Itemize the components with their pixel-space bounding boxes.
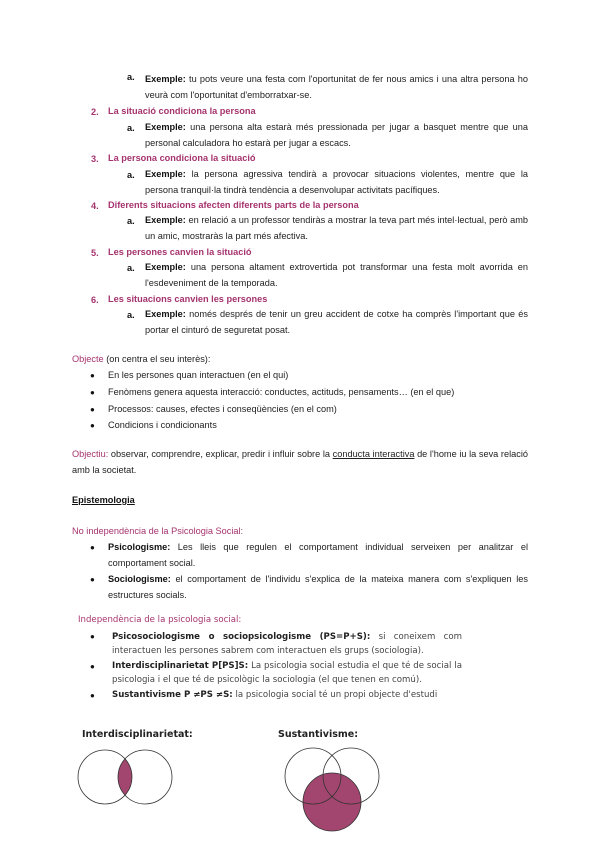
example-paragraph: Exemple: en relació a un professor tendiràs a mostrar la teva part més intel·lectual, però amb un amic, mostraràs la part més afectiva. xyxy=(145,215,528,241)
list-item: Sustantivisme P ≠PS ≠S: la psicologia social té un propi objecte d'estudi xyxy=(112,690,438,700)
list-item: Condicions i condicionants xyxy=(108,420,217,430)
list-item: Psicosociologisme o sociopsicologisme (PS=P+S): si coneixem com interactuen les persones sabrem com interactuen els grups (sociologia). xyxy=(112,632,462,656)
bullet-dot: ● xyxy=(90,543,95,552)
list-number: 5. xyxy=(91,248,99,258)
list-number: 4. xyxy=(91,201,99,211)
example-paragraph: Exemple: una persona alta estarà més pressionada per jugar a basquet mentre que una personal calculadora ho estarà per jugar a escacs. xyxy=(145,122,529,148)
figure-title-sustantivisme: Sustantivisme: xyxy=(278,729,359,740)
example-paragraph: Exemple: la persona agressiva tendirà a provocar situacions violentes, mentre que la persona tranquil·la tindrà tendència a desenvolupar activitats pacífiques. xyxy=(145,169,528,195)
list-heading: Les situacions canvien les persones xyxy=(108,294,268,304)
list-item: Processos: causes, efectes i conseqüències (en el com) xyxy=(108,404,337,414)
bullet-dot: ● xyxy=(90,632,95,641)
subsection-heading: Independència de la psicologia social: xyxy=(78,615,242,625)
bullet-dot: ● xyxy=(90,405,95,414)
bullet-dot: ● xyxy=(90,421,95,430)
section-heading: Epistemologia xyxy=(72,495,135,505)
bullet-dot: ● xyxy=(90,371,95,380)
list-number: 2. xyxy=(91,107,99,117)
list-number: 6. xyxy=(91,295,99,305)
list-heading: La persona condiciona la situació xyxy=(108,153,256,163)
list-item: Psicologisme: Les lleis que regulen el comportament individual serveixen per analitzar el comportament social. xyxy=(108,542,528,568)
example-paragraph: Exemple: tu pots veure una festa com l'oportunitat de fer nous amics i una altra persona ho veurà com l'oportunitat d'emborratxar-se. xyxy=(145,74,528,100)
bullet-dot: ● xyxy=(90,691,95,700)
sub-item-label: a. xyxy=(127,310,135,320)
venn-interdisciplinarietat xyxy=(78,750,172,804)
subsection-heading: No independència de la Psicologia Social: xyxy=(72,526,244,536)
bullet-dot: ● xyxy=(90,575,95,584)
sub-item-label: a. xyxy=(127,170,135,180)
list-item: En les persones quan interactuen (en el qui) xyxy=(108,370,289,380)
sub-item-label: a. xyxy=(127,72,135,82)
figure-title-interdisciplinarietat: Interdisciplinarietat: xyxy=(82,729,193,740)
list-heading: Diferents situacions afecten diferents parts de la persona xyxy=(108,200,359,210)
bullet-dot: ● xyxy=(90,662,95,671)
sub-item-label: a. xyxy=(127,216,135,226)
list-item: Interdisciplinarietat P[PS]S: La psicologia social estudia el que té de social la psicologia i el que té de psicològic la sociologia (el que tenen en comú). xyxy=(112,661,462,685)
bullet-dot: ● xyxy=(90,388,95,397)
objecte-heading: Objecte (on centra el seu interès): xyxy=(72,354,211,364)
list-heading: La situació condiciona la persona xyxy=(108,106,256,116)
list-heading: Les persones canvien la situació xyxy=(108,247,252,257)
list-number: 3. xyxy=(91,154,99,164)
example-paragraph: Exemple: una persona altament extrovertida pot transformar una festa molt avorrida en l'esdeveniment de la temporada. xyxy=(145,262,528,288)
example-paragraph: Exemple: només després de tenir un greu accident de cotxe ha comprès l'important que és portar el cinturó de seguretat posat. xyxy=(145,309,528,335)
list-item: Fenòmens genera aquesta interacció: conductes, actituds, pensaments… (en el que) xyxy=(108,387,455,397)
sub-item-label: a. xyxy=(127,123,135,133)
list-item: Sociologisme: el comportament de l'individu s'explica de la mateixa manera com s'expliquen les estructures socials. xyxy=(108,574,528,600)
venn-sustantivisme xyxy=(285,748,379,831)
objectiu-paragraph: Objectiu: observar, comprendre, explicar, predir i influir sobre la conducta interactiva de l'home iu la seva relació amb la societat. xyxy=(72,449,528,475)
sub-item-label: a. xyxy=(127,263,135,273)
